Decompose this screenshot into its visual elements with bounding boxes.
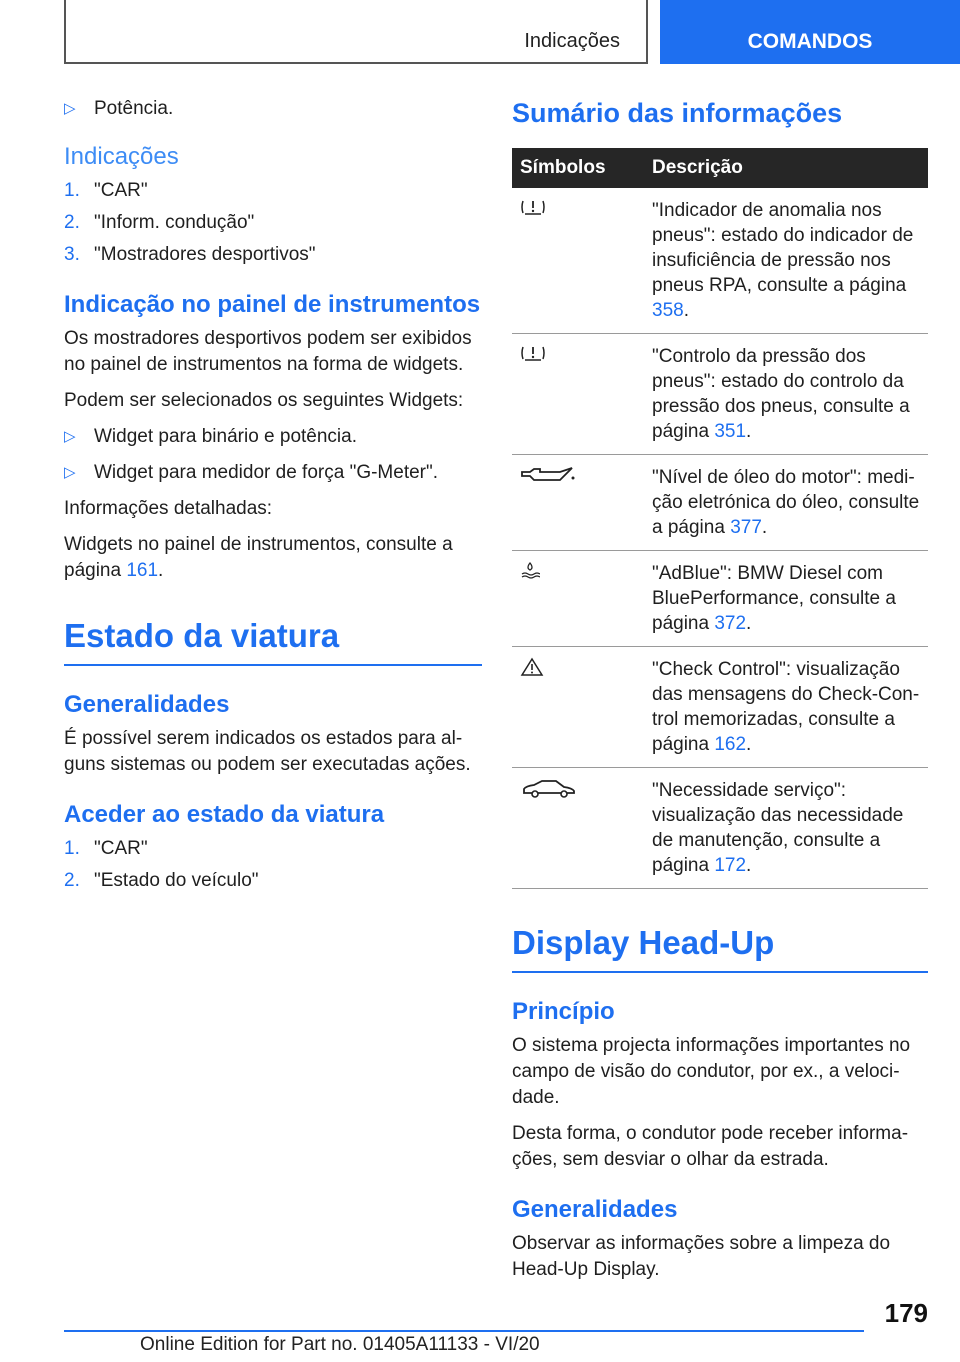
header-chapter-tab[interactable]	[660, 0, 960, 64]
table-row: "Check Control": visualização das mensagens do Check-Control memorizadas, consulte a página 162.	[512, 647, 928, 768]
tire-pressure-warning-icon	[520, 198, 546, 216]
page-number: 179	[884, 1298, 928, 1328]
right-column	[512, 96, 928, 1293]
bullet-marker-icon: ▷	[64, 464, 76, 481]
table-row: "Necessidade serviço": visualização das necessidade de manutenção, consulte a página 172.	[512, 768, 928, 889]
paragraph: Desta forma, o condutor pode receber informações, sem desviar o olhar da estrada.	[512, 1123, 909, 1170]
paragraph: Os mostradores desportivos podem ser exibidos no painel de instrumentos na forma de widgets.	[64, 328, 472, 375]
chapter-heading-hud: Display Head-Up	[512, 921, 928, 973]
section-heading-generalidades-hud: Generalidades	[512, 1196, 678, 1223]
footer-divider	[64, 1330, 864, 1332]
footer-edition: Online Edition for Part no. 01405A11133 - VI/20	[140, 1334, 540, 1355]
info-table	[512, 148, 928, 889]
header-section-title: Indicações	[524, 30, 620, 52]
list-item: 2. "Estado do veículo"	[64, 870, 259, 891]
paragraph: O sistema projecta informações importantes no campo de visão do condutor, por ex., a velocidade.	[512, 1035, 911, 1108]
page-link[interactable]: 162	[714, 734, 747, 755]
oil-can-icon	[520, 465, 576, 485]
page-link[interactable]: 351	[714, 421, 747, 442]
tire-pressure-monitor-icon	[520, 344, 546, 362]
paragraph: Informações detalhadas:	[64, 498, 273, 519]
adblue-icon	[520, 561, 540, 579]
section-heading-indicacoes: Indicações	[64, 143, 179, 170]
list-item: ▷ Widget para medidor de força "G-Meter".	[64, 460, 482, 486]
list-item: 3. "Mostradores desportivos"	[64, 244, 316, 265]
header-frame	[64, 0, 648, 64]
page-link[interactable]: 172	[714, 855, 747, 876]
section-heading-principio: Princípio	[512, 998, 615, 1025]
list-item: ▷ Widget para binário e potência.	[64, 424, 482, 450]
list-item: 2. "Inform. condução"	[64, 212, 255, 233]
list-item: 1. "CAR"	[64, 180, 148, 201]
left-column	[64, 96, 482, 900]
page-link[interactable]: 161	[126, 560, 159, 581]
table-row: "Controlo da pressão dos pneus": estado do controlo da pressão dos pneus, consulte a página 351.	[512, 334, 928, 455]
header-chapter-label: COMANDOS	[747, 30, 873, 53]
paragraph: Observar as informações sobre a limpeza do Head-Up Display.	[512, 1233, 891, 1280]
section-heading-sumario: Sumário das informações	[512, 98, 843, 128]
section-heading-painel: Indicação no painel de instrumentos	[64, 291, 481, 318]
service-car-icon	[520, 778, 578, 800]
page-link[interactable]: 358	[652, 300, 684, 321]
table-row: "Nível de óleo do motor": medição eletrónica do óleo, consulte a página 377.	[512, 455, 928, 551]
bullet-marker-icon: ▷	[64, 100, 76, 117]
section-heading-aceder: Aceder ao estado da viatura	[64, 801, 385, 828]
table-row: "AdBlue": BMW Diesel com BluePerformance, consulte a página 372.	[512, 551, 928, 647]
page-link[interactable]: 372	[714, 613, 747, 634]
table-header-row	[512, 148, 928, 188]
warning-triangle-icon	[520, 657, 544, 677]
section-heading-generalidades: Generalidades	[64, 691, 230, 718]
column-header-descricao: Descrição	[644, 148, 928, 188]
page-link[interactable]: 377	[730, 517, 762, 538]
table-row: "Indicador de anomalia nos pneus": estado do indicador de insuficiência de pressão nos pneus RPA, consulte a página 358.	[512, 188, 928, 334]
paragraph: É possível serem indicados os estados para alguns sistemas ou podem ser executadas ações.	[64, 728, 471, 775]
paragraph: Widgets no painel de instrumentos, consulte a página 161.	[64, 534, 453, 581]
bullet-marker-icon: ▷	[64, 428, 76, 445]
list-item: 1. "CAR"	[64, 838, 148, 859]
list-item: ▷ Potência.	[64, 96, 482, 122]
paragraph: Podem ser selecionados os seguintes Widgets:	[64, 390, 464, 411]
chapter-heading-estado: Estado da viatura	[64, 614, 482, 666]
column-header-simbolos: Símbolos	[512, 148, 644, 188]
